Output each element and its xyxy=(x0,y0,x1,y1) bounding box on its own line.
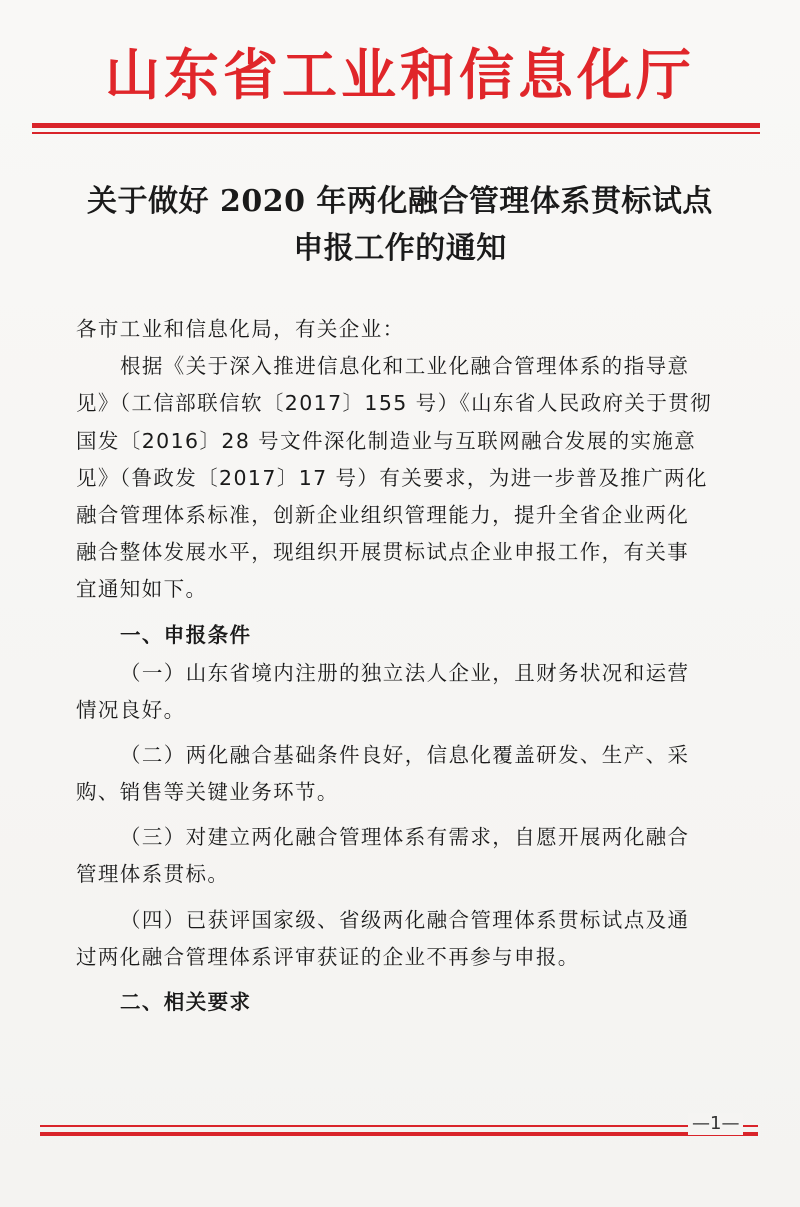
intro-line: 融合整体发展水平，现组织开展贯标试点企业申报工作，有关事 xyxy=(76,540,690,565)
section-heading-requirements: 二、相关要求 xyxy=(120,990,252,1014)
document-title xyxy=(40,178,760,272)
intro-line: 见》（工信部联信软〔2017〕155 号）《山东省人民政府关于贯彻 xyxy=(76,391,713,416)
intro-line: 国发〔2016〕28 号文件深化制造业与互联网融合发展的实施意 xyxy=(76,428,697,453)
condition-item-1: （一）山东省境内注册的独立法人企业，且财务状况和运营 xyxy=(120,660,690,685)
intro-line: 见》（鲁政发〔2017〕17 号）有关要求，为进一步普及推广两化 xyxy=(76,465,708,490)
title-line-1: 关于做好 2020 年两化融合管理体系贯标试点 xyxy=(87,184,713,219)
condition-item-4-cont: 过两化融合管理体系评审获证的企业不再参与申报。 xyxy=(76,944,580,969)
salutation: 各市工业和信息化局，有关企业： xyxy=(76,317,405,341)
letterhead-org-name: 山东省工业和信息化厅 xyxy=(104,43,695,107)
footer-thick-line xyxy=(40,1132,758,1136)
title-line-2: 申报工作的通知 xyxy=(293,231,507,266)
page-number: —1— xyxy=(688,1113,743,1135)
divider-thin-line xyxy=(32,132,760,134)
letterhead-divider xyxy=(32,123,760,134)
condition-item-1-cont: 情况良好。 xyxy=(76,697,186,722)
document-body xyxy=(76,311,766,1022)
footer-divider xyxy=(40,1125,758,1136)
divider-thick-line xyxy=(32,123,760,128)
intro-line: 根据《关于深入推进信息化和工业化融合管理体系的指导意 xyxy=(120,354,690,379)
condition-item-3: （三）对建立两化融合管理体系有需求，自愿开展两化融合 xyxy=(120,825,690,850)
condition-item-3-cont: 管理体系贯标。 xyxy=(76,862,230,887)
intro-line: 融合管理体系标准，创新企业组织管理能力，提升全省企业两化 xyxy=(76,502,690,527)
section-heading-conditions: 一、申报条件 xyxy=(120,622,252,647)
condition-item-2-cont: 购、销售等关键业务环节。 xyxy=(76,780,339,805)
condition-item-4: （四）已获评国家级、省级两化融合管理体系贯标试点及通 xyxy=(120,907,690,932)
condition-item-2: （二）两化融合基础条件良好，信息化覆盖研发、生产、采 xyxy=(120,742,690,767)
footer-thin-line xyxy=(40,1125,758,1127)
intro-line: 宜通知如下。 xyxy=(76,577,208,602)
